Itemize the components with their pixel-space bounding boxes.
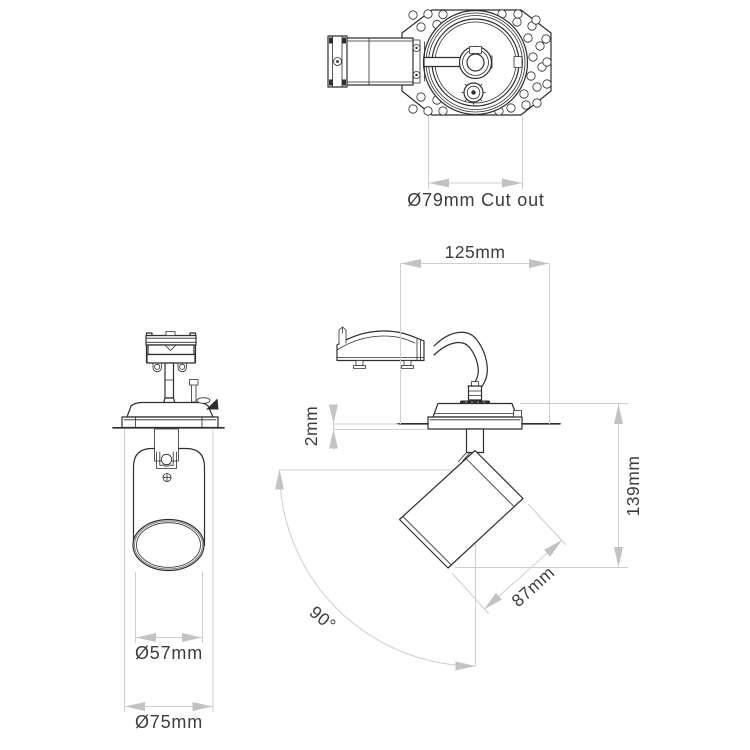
lens-opening: [133, 520, 204, 571]
flex-cable: [434, 332, 487, 390]
dim-cutout: [407, 116, 544, 210]
protrusion-label: 2mm: [301, 405, 321, 447]
cable-connector: [469, 386, 482, 400]
junction-box-top: [328, 36, 425, 87]
top-view-recessed-plate: [328, 10, 551, 115]
dome-base-side: [433, 404, 517, 418]
width-label: 125mm: [444, 242, 506, 262]
driver-box-side: [337, 327, 424, 369]
stem-front: [165, 363, 174, 398]
swivel-angle-label: 90°: [305, 601, 340, 636]
dome-base-front: [127, 403, 213, 418]
dim-protrusion: [301, 405, 428, 451]
height-label: 139mm: [623, 455, 643, 517]
body-diameter-label: Ø75mm: [134, 712, 204, 732]
spot-head: [400, 451, 524, 569]
trim-ring-front: [122, 417, 218, 428]
cutout-label: Ø79mm Cut out: [407, 190, 545, 210]
head-length-label: 87mm: [507, 562, 559, 611]
lens-diameter-label: Ø57mm: [134, 643, 204, 663]
stem-side: [467, 429, 484, 453]
trim-ring-side: [428, 417, 522, 429]
front-view-spotlight: [113, 332, 224, 571]
dim-lens-diameter: [135, 572, 203, 663]
